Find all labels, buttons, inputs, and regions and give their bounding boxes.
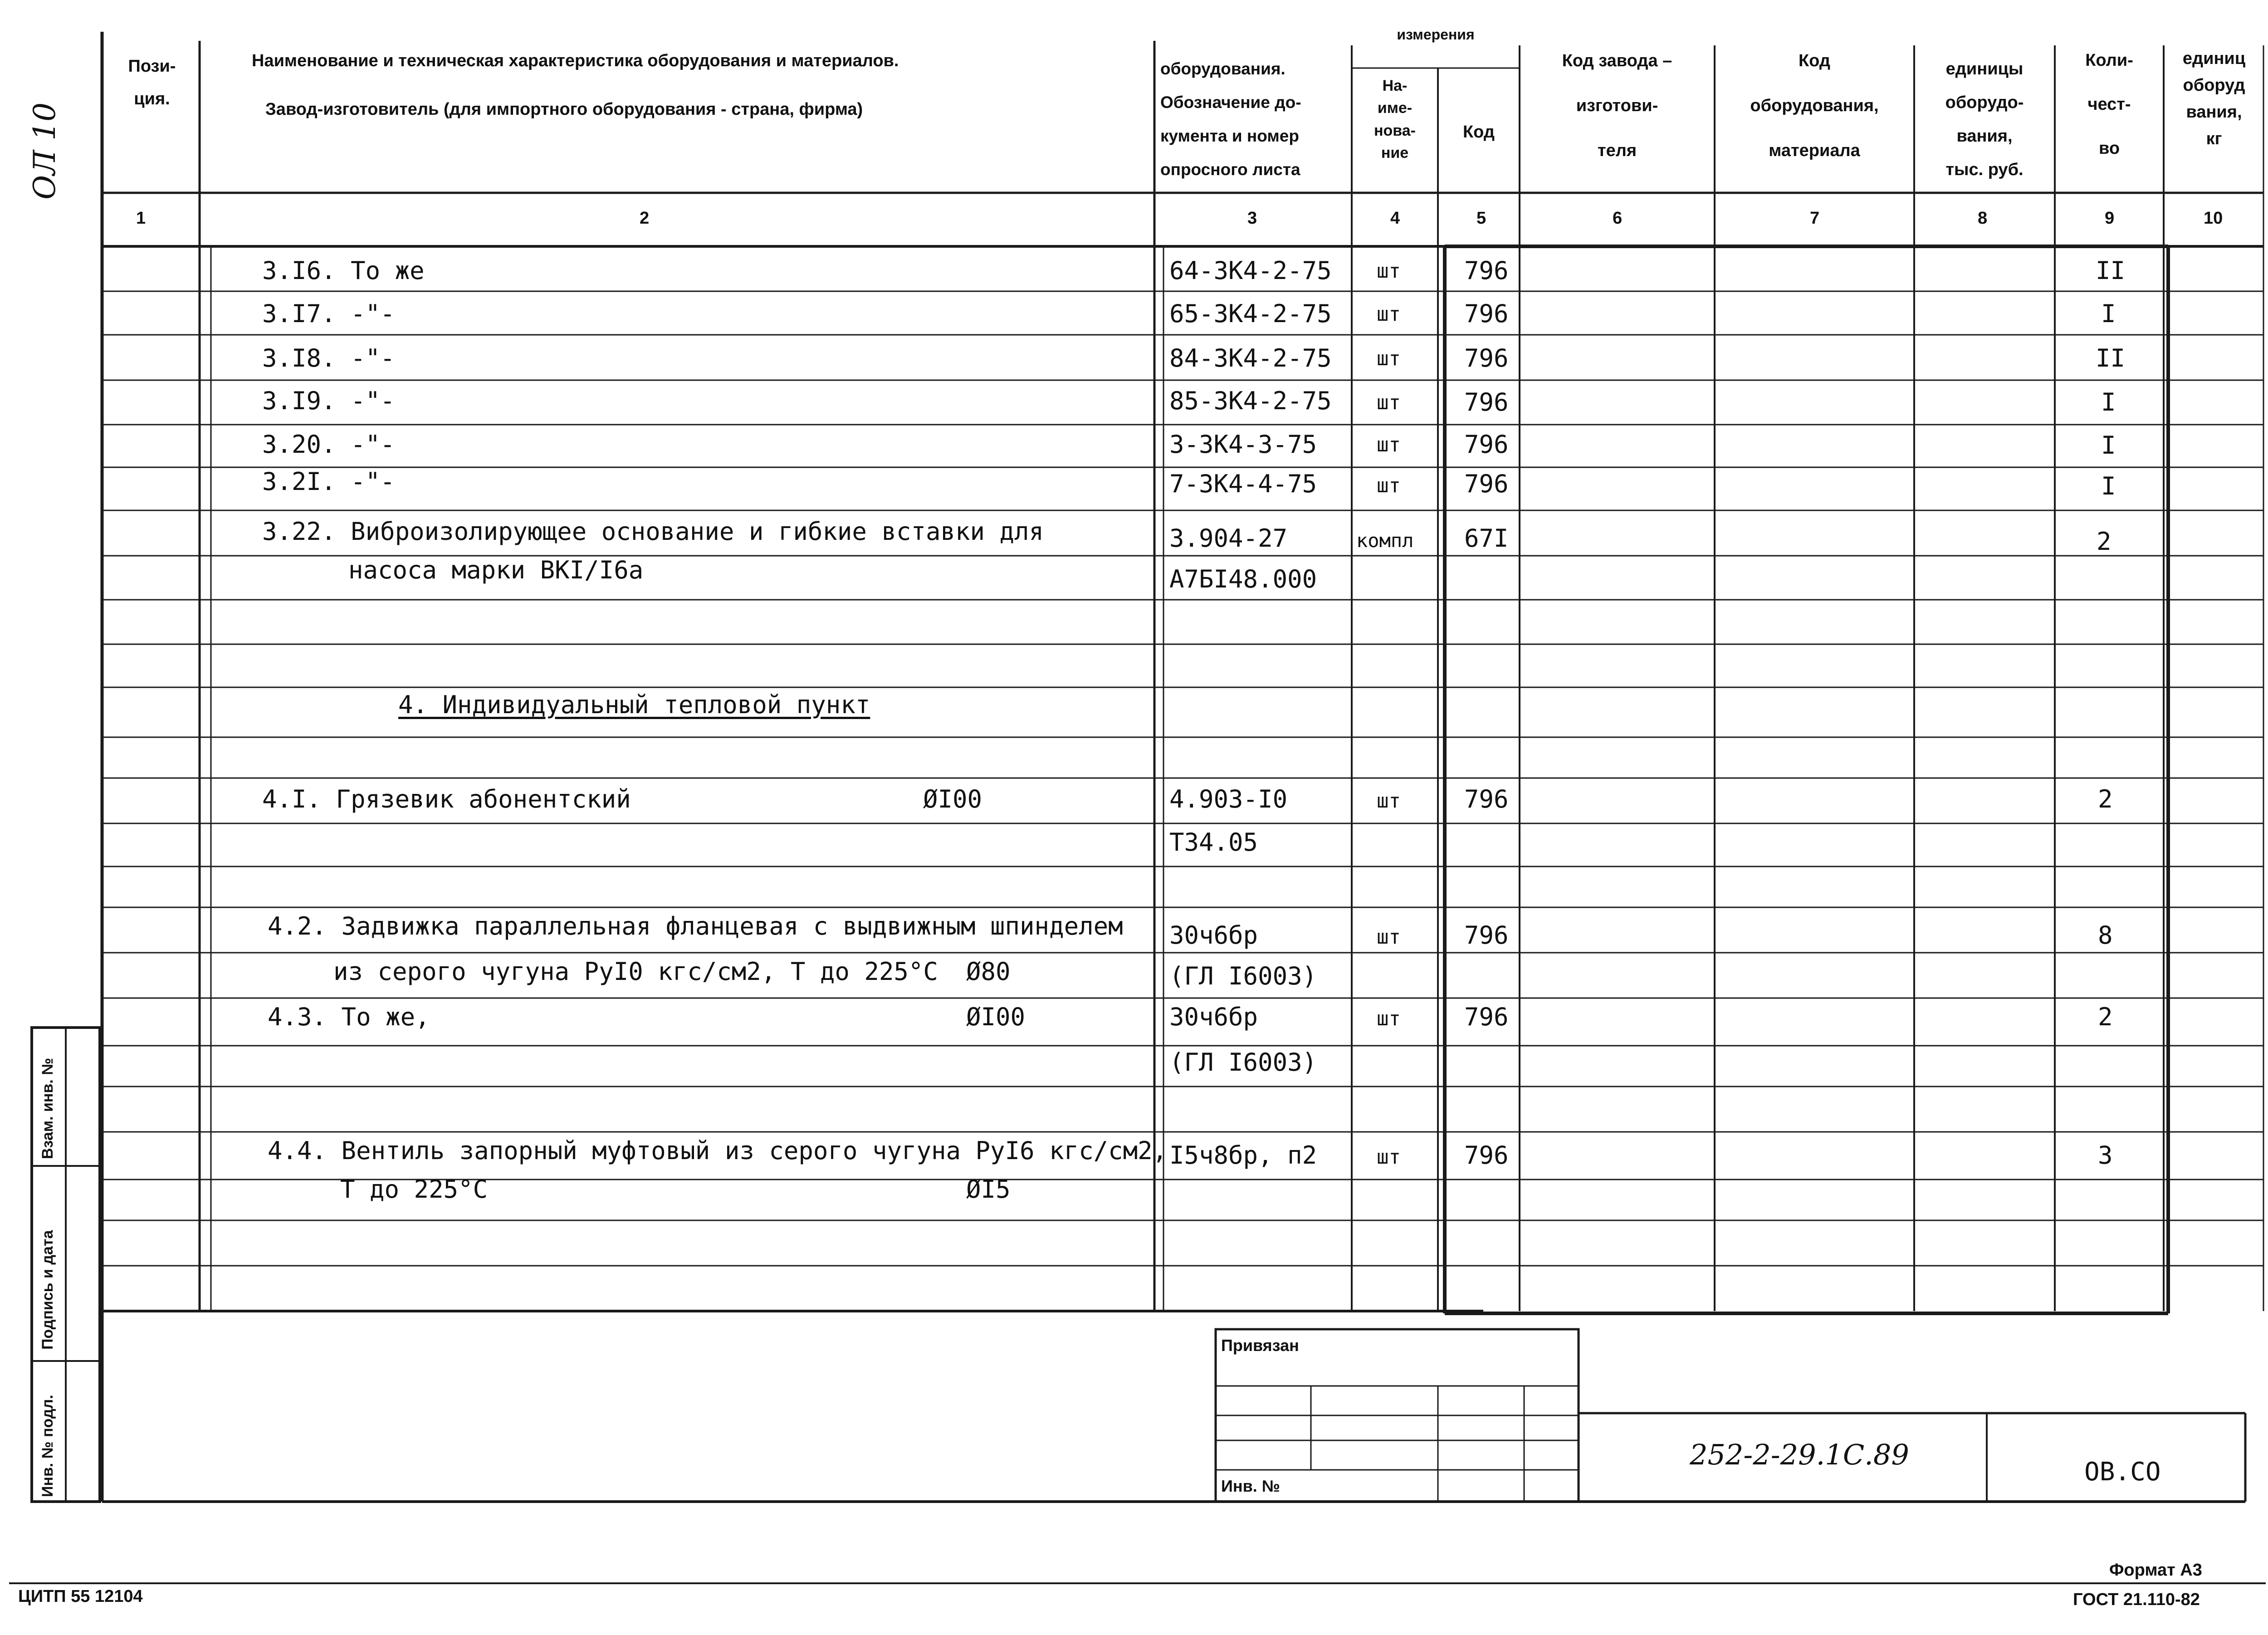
- item-qty: II: [2096, 344, 2126, 372]
- margin-handwritten-note: ОЛ 10: [27, 102, 62, 200]
- item-doc: 84-3К4-2-75: [1169, 344, 1332, 372]
- item-qty: 2: [2097, 527, 2112, 556]
- item-text: 3.20. -"-: [262, 430, 395, 459]
- item-unit: шт: [1377, 789, 1401, 813]
- column-number: 1: [136, 209, 146, 228]
- item-code: 796: [1464, 1003, 1509, 1031]
- item-text: из серого чугуна РуI0 кгс/см2, Т до 225°С: [333, 957, 938, 986]
- item-doc: 3.904-27: [1169, 524, 1288, 553]
- header-col5: Код: [1462, 122, 1495, 142]
- item-text: 3.2I. -"-: [262, 467, 395, 496]
- item-unit: шт: [1377, 259, 1401, 283]
- item-doc: 3-3К4-3-75: [1169, 430, 1317, 459]
- item-doc: 7-3К4-4-75: [1169, 470, 1317, 498]
- item-qty: 2: [2098, 785, 2113, 813]
- item-doc: (ГЛ I6003): [1169, 962, 1317, 990]
- column-number: 4: [1390, 209, 1400, 228]
- item-qty: I: [2101, 472, 2116, 500]
- item-code: 796: [1464, 299, 1509, 328]
- side-label-inv-podl: Инв. № подл.: [39, 1395, 56, 1497]
- item-unit: шт: [1377, 347, 1401, 370]
- item-text: 4.2. Задвижка параллельная фланцевая с выдвижным шпинделем: [268, 912, 1123, 940]
- header-col45-top: измерения: [1397, 27, 1475, 43]
- item-unit: шт: [1377, 1145, 1401, 1169]
- column-number: 7: [1810, 209, 1820, 228]
- table-grid: [102, 32, 2263, 1502]
- item-unit: шт: [1377, 474, 1401, 497]
- item-code: 796: [1464, 430, 1509, 459]
- item-diameter: ØI00: [966, 1003, 1026, 1031]
- item-text: 3.I6. То же: [262, 256, 425, 285]
- footer-gost: ГОСТ 21.110-82: [2073, 1590, 2200, 1608]
- item-doc: 30ч6бр: [1169, 921, 1258, 950]
- header-col7: Код оборудования, материала: [1750, 51, 1879, 160]
- document-number: 252-2-29.1С.89: [1690, 1438, 1909, 1471]
- item-text: 3.I8. -"-: [262, 344, 395, 372]
- item-qty: I: [2101, 388, 2116, 416]
- header-col3: оборудования. Обозначение до- кумента и номер опросного листа: [1160, 59, 1301, 179]
- side-label-vzam-inv: Взам. инв. №: [39, 1057, 56, 1159]
- item-unit: шт: [1377, 433, 1401, 456]
- header-col9: Коли- чест- во: [2085, 51, 2133, 158]
- item-qty: 3: [2098, 1141, 2113, 1170]
- header-col1: Пози- ция.: [128, 57, 176, 109]
- item-qty: I: [2101, 431, 2116, 460]
- header-col2-line2: Завод-изготовитель (для импортного оборудования - страна, фирма): [265, 100, 863, 119]
- column-number: 8: [1978, 209, 1988, 228]
- item-unit: шт: [1377, 391, 1401, 414]
- header-col10: единиц оборуд вания, кг: [2182, 49, 2246, 148]
- header-col6: Код завода – изготови- теля: [1562, 51, 1672, 160]
- item-qty: II: [2096, 256, 2126, 285]
- item-unit: шт: [1377, 1007, 1401, 1030]
- item-code: 796: [1464, 921, 1509, 950]
- inv-number-label: Инв. №: [1221, 1477, 1280, 1495]
- column-number: 2: [640, 209, 650, 228]
- item-doc: Т34.05: [1169, 828, 1258, 857]
- item-text: 4.3. То же,: [268, 1003, 430, 1031]
- header-col4: На- име- нова- ние: [1374, 77, 1416, 162]
- item-text: Т до 225°С: [340, 1175, 488, 1204]
- item-unit: компл: [1356, 529, 1414, 552]
- header-col8: единицы оборудо- вания, тыс. руб.: [1945, 59, 2024, 180]
- header-col2-line1: Наименование и техническая характеристика оборудования и материалов.: [252, 51, 899, 70]
- item-text: 4.4. Вентиль запорный муфтовый из серого чугуна РуI6 кгс/см2,: [268, 1136, 1168, 1165]
- item-doc: 65-3К4-2-75: [1169, 299, 1332, 328]
- item-code: 796: [1464, 1141, 1509, 1170]
- footer-format: Формат А3: [2109, 1561, 2202, 1580]
- item-doc: 64-3К4-2-75: [1169, 256, 1332, 285]
- item-unit: шт: [1377, 925, 1401, 949]
- column-number: 5: [1476, 209, 1486, 228]
- section-title: 4. Индивидуальный тепловой пункт: [398, 690, 870, 719]
- item-code: 796: [1464, 470, 1509, 498]
- item-diameter: ØI00: [923, 785, 982, 813]
- item-text: 3.22. Виброизолирующее основание и гибкие вставки для: [262, 517, 1044, 546]
- item-code: 796: [1464, 256, 1509, 285]
- item-diameter: ØI5: [966, 1175, 1011, 1204]
- privyazan-label: Привязан: [1221, 1336, 1299, 1355]
- item-doc: 30ч6бр: [1169, 1003, 1258, 1031]
- column-number: 10: [2204, 209, 2223, 228]
- item-code: 796: [1464, 344, 1509, 372]
- side-label-podpis-data: Подпись и дата: [39, 1230, 56, 1350]
- footer-organization: ЦИТП 55 12104: [18, 1587, 143, 1606]
- column-number: 9: [2105, 209, 2115, 228]
- item-doc: (ГЛ I6003): [1169, 1048, 1317, 1077]
- item-text: 3.I7. -"-: [262, 299, 395, 328]
- item-text: насоса марки ВКI/I6а: [348, 556, 644, 584]
- item-code: 67I: [1464, 524, 1509, 553]
- item-doc: 85-3К4-2-75: [1169, 387, 1332, 415]
- item-diameter: Ø80: [966, 957, 1011, 986]
- item-code: 796: [1464, 785, 1509, 813]
- item-doc: I5ч8бр, п2: [1169, 1141, 1317, 1170]
- item-unit: шт: [1377, 303, 1401, 326]
- item-code: 796: [1464, 388, 1509, 416]
- item-qty: 2: [2098, 1003, 2113, 1031]
- item-qty: 8: [2098, 921, 2113, 950]
- column-number: 3: [1247, 209, 1257, 228]
- item-doc: А7БI48.000: [1169, 565, 1317, 593]
- column-number: 6: [1613, 209, 1623, 228]
- item-text: 3.I9. -"-: [262, 387, 395, 415]
- sheet-code: ОВ.СО: [2084, 1457, 2161, 1487]
- item-text: 4.I. Грязевик абонентский: [262, 785, 631, 813]
- item-doc: 4.903-I0: [1169, 785, 1288, 813]
- item-qty: I: [2101, 299, 2116, 328]
